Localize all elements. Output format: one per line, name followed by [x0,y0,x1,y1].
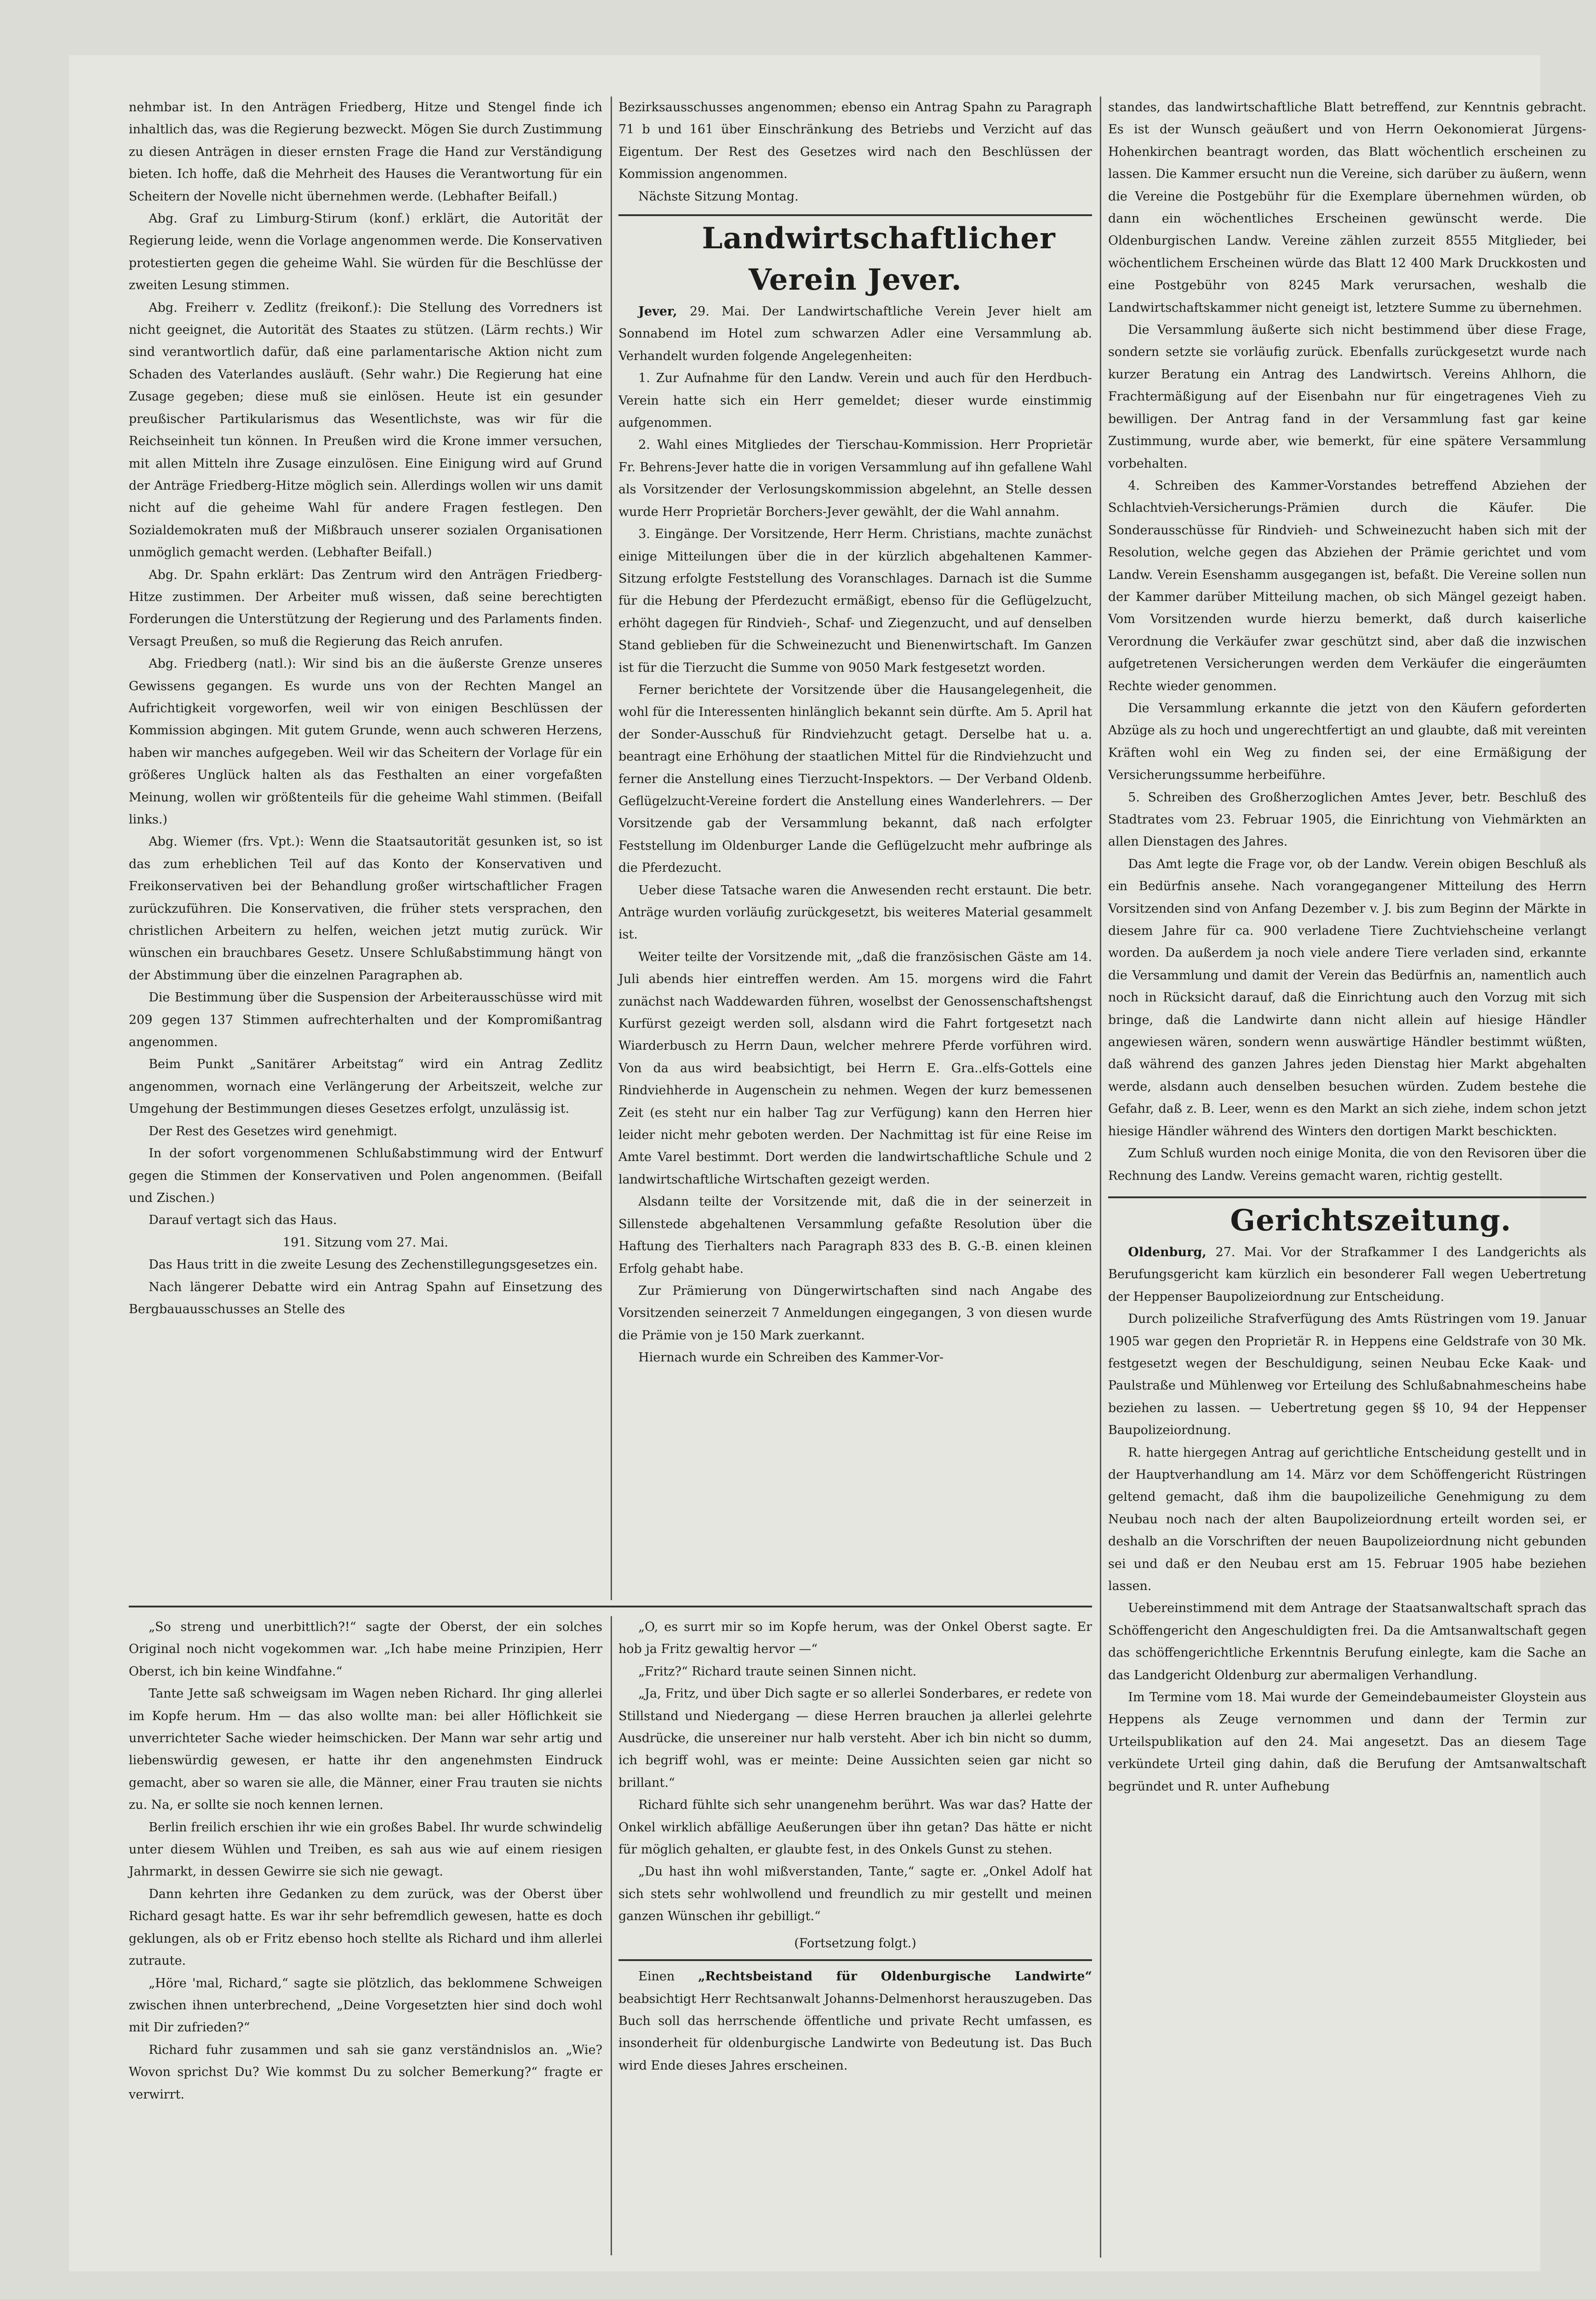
paragraph: Tante Jette saß schweigsam im Wagen neben Richard. Ihr ging allerlei im Kopfe herum. Hm — das also wollte man: bei aller Höflichkeit sie unverrichteter Sache wieder heimschicken. Der Mann war sehr artig und liebenswürdig gewesen, er hatte ihr den angenehmsten Eindruck gemacht, aber so waren sie alle, die Männer, einer Frau trauten sie nichts zu. Na, er sollte sie noch kennen lernen. [129,1687,602,1813]
parliament-report-continued [618,97,1092,208]
feuilleton-story [618,1616,1092,1928]
parliament-report-end [129,1254,602,1321]
notice-title: „Rechtsbeistand für Oldenburgische Landwirte“ [698,1969,1092,1984]
verein-headline: Landwirtschaftlicher Verein Jever. [702,221,1056,297]
feuilleton-column-rule [611,1616,612,2255]
paragraph: Ueber diese Tatsache waren die Anwesenden recht erstaunt. Die betr. Anträge wurden vorläufig zurückgesetzt, bis weiteres Material gesammelt ist. [618,883,1092,942]
paragraph: Abg. Friedberg (natl.): Wir sind bis an die äußerste Grenze unseres Gewissens gegangen. Es wurde uns von der Rechten Mangel an Aufrichtigkeit vorgeworfen, weil wir von einigen Beschlüssen der Kommission abgingen. Mit gutem Grunde, wenn auch schweren Herzens, haben wir manches aufgegeben. Weil wir das Scheitern der Vorlage für ein größeres Unglück halten als das Festhalten an einer vorgefaßten Meinung, wollen wir größtenteils für die geheime Wahl stimmen. (Beifall links.) [129,657,602,827]
paragraph: Der Rest des Gesetzes wird genehmigt. [149,1124,397,1138]
paragraph: 2. Wahl eines Mitgliedes der Tierschau-Kommission. Herr Proprietär Fr. Behrens-Jever hatte die in vorigen Versammlung auf ihn gefallene Wahl als Vorsitzender der Verlosungskommission abgelehnt, an Stelle dessen wurde Herr Proprietär Borchers-Jever gewählt, der die Wahl annahm. [618,438,1092,519]
paragraph: „Fritz?“ Richard traute seinen Sinnen nicht. [638,1664,917,1679]
paragraph: Beim Punkt „Sanitärer Arbeitstag“ wird ein Antrag Zedlitz angenommen, wornach eine Verlängerung der Arbeitszeit, welche zur Umgehung der Bestimmungen dieses Gesetzes erfolgt, unzulässig ist. [129,1057,602,1116]
feuilleton-middle-column [618,1616,1092,2077]
right-column [1108,97,1586,1798]
paragraph: Bezirksausschusses angenommen; ebenso ein Antrag Spahn zu Paragraph 71 b und 161 über Einschränkung des Betriebs und Verzicht auf das Eigentum. Der Rest des Gesetzes wird nach den Beschlüssen der Kommission angenommen. [618,100,1092,182]
paragraph: 4. Schreiben des Kammer-Vorstandes betreffend Abziehen der Schlachtvieh-Versicherungs-Prämien durch die Käufer. Die Sonderausschüsse für Rindvieh- und Schweinezucht haben sich mit der Resolution, welche gegen das Abziehen der Prämie gerichtet und vom Landw. Verein Esenshamm ausgegangen ist, befaßt. Die Vereine sollen nun der Kammer darüber Mitteilung machen, ob sich Mängel gezeigt haben. Vom Vorsitzenden wurde hierzu bemerkt, daß durch kaiserliche Verordnung die Verkäufer zwar geschützt sind, aber daß die inzwischen aufgetretenen Versicherungen werden dem Verkäufer die eingeräumten Rechte wieder genommen. [1108,478,1586,693]
paragraph: Abg. Freiherr v. Zedlitz (freikonf.): Die Stellung des Vorredners ist nicht geeignet, die Autorität des Staates zu stützen. (Lärm rechts.) Wir sind verantwortlich dafür, daß eine parlamentarische Aktion nicht zum Schaden des Vaterlandes ausläuft. (Sehr wahr.) Die Regierung hat eine Zusage gegeben; diese muß sie einlösen. Heute ist ein gesunder preußischer Partikularismus das Wesentlichste, was wir für die Reichseinheit tun können. In Preußen wird die Krone immer versuchen, mit allen Mitteln ihre Zusage einzulösen. Eine Einigung wird auf Grund der Anträge Friedberg-Hitze möglich sein. Allerdings wollen wir uns damit nicht auf die geheime Wahl für andere Fragen festlegen. Den Sozialdemokraten muß der Mißbrauch unserer sozialen Organisationen unmöglich gemacht werden. (Lebhafter Beifall.) [129,300,602,560]
paragraph: Im Termine vom 18. Mai wurde der Gemeindebaumeister Gloystein aus Heppens als Zeuge vernommen und dann der Termin zur Urteilspublikation auf den 24. Mai angesetzt. Das an diesem Tage verkündete Urteil ging dahin, daß die Berufung der Amtsanwaltschaft begründet und R. unter Aufhebung [1108,1690,1586,1794]
notice-text: beabsichtigt Herr Rechtsanwalt Johanns-Delmenhorst herauszugeben. Das Buch soll das herrschende öffentliche und private Recht umfassen, es insonderheit für oldenburgische Landwirte von Bedeutung ist. Das Buch wird Ende dieses Jahres erscheinen. [618,1991,1092,2073]
continued-note: (Fortsetzung folgt.) [794,1936,916,1950]
notice-intro: Einen [638,1969,675,1984]
paragraph [1108,1241,1586,1308]
dateline-place: Jever, [638,304,690,319]
paragraph: 1. Zur Aufnahme für den Landw. Verein und auch für den Herdbuch-Verein hatte sich ein Herr gemeldet; dieser wurde einstimmig aufgenommen. [618,371,1092,430]
paragraph: „So streng und unerbittlich?!“ sagte der Oberst, der ein solches Original noch nicht vogekommen war. „Ich habe meine Prinzipien, Herr Oberst, ich bin keine Windfahne.“ [129,1620,602,1679]
paragraph: 3. Eingänge. Der Vorsitzende, Herr Herm. Christians, machte zunächst einige Mitteilungen über die in der kürzlich abgehaltenen Kammer-Sitzung erfolgte Feststellung des Voranschlages. Darnach ist die Summe für die Hebung der Pferdezucht ermäßigt, ebenso für die Geflügelzucht, erhöht dagegen für Rindvieh-, Schaf- und Ziegenzucht, und auf denselben Stand geblieben für die Schweinezucht und Bienenwirtschaft. Im Ganzen ist für die Tierzucht die Summe von 9050 Mark festgesetzt worden. [618,527,1092,675]
paragraph: Berlin freilich erschien ihr wie ein großes Babel. Ihr wurde schwindelig unter diesem Wühlen und Treiben, es sah aus wie auf einem riesigen Jahrmarkt, in dessen Gewirre sie sich nie gewagt. [129,1820,602,1879]
section-rule [618,1959,1092,1961]
dateline-text: 27. Mai. Vor der Strafkammer I des Landgerichts als Berufungsgericht kam kürzlich ein besonderer Fall wegen Uebertretung der Heppenser Baupolizeiordnung zur Entscheidung. [1108,1245,1586,1304]
paragraph: In der sofort vorgenommenen Schlußabstimmung wird der Entwurf gegen die Stimmen der Konservativen und Polen angenommen. (Beifall und Zischen.) [129,1146,602,1205]
paragraph: Dann kehrten ihre Gedanken zu dem zurück, was der Oberst über Richard gesagt hatte. Es war ihr sehr befremdlich gewesen, hatte es doch geklungen, als ob er Fritz ebenso hoch stellte als Richard und ihm allerlei zutraute. [129,1887,602,1968]
paragraph: 5. Schreiben des Großherzoglichen Amtes Jever, betr. Beschluß des Stadtrates vom 23. Februar 1905, die Einrichtung von Viehmärkten an allen Dienstagen des Jahres. [1108,790,1586,849]
paragraph: Abg. Wiemer (frs. Vpt.): Wenn die Staatsautorität gesunken ist, so ist das zum erheblichen Teil auf das Konto der Konservativen und Freikonservativen bei der Behandlung großer wirtschaftlicher Fragen zurückzuführen. Die Konservativen, die früher stets versprachen, den christlichen Arbeitern zu helfen, weichen jetzt mutig zurück. Wir wünschen ein brauchbares Gesetz. Unsere Schlußabstimmung hängt von der Abstimmung über die einzelnen Paragraphen ab. [129,835,602,983]
section-rule [618,214,1092,216]
paragraph: Durch polizeiliche Strafverfügung des Amts Rüstringen vom 19. Januar 1905 war gegen den Proprietär R. in Heppens eine Geldstrafe von 30 Mk. festgesetzt wegen der Beschuldigung, seinen Neubau Ecke Kaak- und Paulstraße und Mühlenweg vor Erteilung des Schlußabnahmescheins habe beziehen zu lassen. — Uebertretung gegen §§ 10, 94 der Heppenser Baupolizeiordnung. [1108,1312,1586,1438]
verein-article [618,301,1092,1369]
paragraph: Abg. Dr. Spahn erklärt: Das Zentrum wird den Anträgen Friedberg-Hitze zustimmen. Der Arbeiter muß wissen, daß seine berechtigten Forderungen die Unterstützung der Regierung und des Parlaments finden. Versagt Preußen, so muß die Regierung das Reich anrufen. [129,567,602,649]
court-article [1108,1241,1586,1798]
paragraph: nehmbar ist. In den Anträgen Friedberg, Hitze und Stengel finde ich inhaltlich das, was die Regierung bezweckt. Mögen Sie durch Zustimmung zu diesen Anträgen in dieser ernsten Frage die Hand zur Verständigung bieten. Ich hoffe, daß die Mehrheit des Hauses die Verantwortung für ein Scheitern der Novelle nicht übernehmen werde. (Lebhafter Beifall.) [129,100,602,204]
paragraph: „Höre 'mal, Richard,“ sagte sie plötzlich, das beklommene Schweigen zwischen ihnen unterbrechend, „Deine Vorgesetzten hier sind doch wohl mit Dir zufrieden?“ [129,1976,602,2035]
newspaper-page [69,55,1586,2271]
paragraph: Richard fuhr zusammen und sah sie ganz verständnislos an. „Wie? Wovon sprichst Du? Wie kommst Du zu solcher Bemerkung?“ fragte er verwirrt. [129,2042,602,2102]
paragraph: „Du hast ihn wohl mißverstanden, Tante,“ sagte er. „Onkel Adolf hat sich stets sehr wohlwollend und freundlich zu mir gestellt und meinen ganzen Wünschen ihr gebilligt.“ [618,1864,1092,1924]
paragraph: Zur Prämierung von Düngerwirtschaften sind nach Angabe des Vorsitzenden seinerzeit 7 Anmeldungen eingegangen, 3 von diesen wurde die Prämie von je 150 Mark zuerkannt. [618,1283,1092,1343]
paragraph: R. hatte hiergegen Antrag auf gerichtliche Entscheidung gestellt und in der Hauptverhandlung am 14. März vor dem Schöffengericht Rüstringen geltend gemacht, daß ihm die baupolizeiliche Genehmigung zu dem Neubau noch nach der alten Baupolizeiordnung erteilt worden sei, er deshalb an die Vorschriften der neuen Baupolizeiordnung nicht gebunden sei und daß er den Neubau erst am 15. Februar 1905 habe beziehen lassen. [1108,1445,1586,1593]
paragraph: Abg. Graf zu Limburg-Stirum (konf.) erklärt, die Autorität der Regierung leide, wenn die Vorlage angenommen werde. Die Konservativen protestierten gegen die geheime Wahl. Sie würden für die Beschlüsse der zweiten Lesung stimmen. [129,212,602,293]
verein-article-continued [1108,97,1586,1187]
paragraph: Ferner berichtete der Vorsitzende über die Hausangelegenheit, die wohl für die Interessenten hinlänglich bekannt sein dürfte. Am 5. April hat der Sonder-Ausschuß für Rindviehzucht getagt. Derselbe hat u. a. beantragt eine Erhöhung der staatlichen Mittel für die Rindviehzucht und ferner die Anstellung eines Tierzucht-Inspektors. — Der Verband Oldenb. Geflügelzucht-Vereine fordert die Anstellung eines Wanderlehrers. — Der Vorsitzende gab der Versammlung bekannt, daß nach erfolgter Feststellung im Oldenburger Lande die Geflügelzucht mehr aufbringe als die Pferdezucht. [618,682,1092,875]
column-rule-left [611,97,612,1600]
paragraph: „Ja, Fritz, und über Dich sagte er so allerlei Sonderbares, er redete von Stillstand und Niedergang — diese Herren brauchen ja allerlei gelehrte Ausdrücke, die unsereiner nur halb versteht. Aber ich bin nicht so dumm, ich begriff wohl, was er meinte: Deine Aussichten seien gar nicht so brillant.“ [618,1687,1092,1790]
rechtsbeistand-notice [618,1966,1092,2077]
feuilleton-left-column [129,1616,602,2106]
paragraph: Alsdann teilte der Vorsitzende mit, daß die in der seinerzeit in Sillenstede abgehaltenen Versammlung gefaßte Resolution über die Haftung des Tierhalters nach Paragraph 833 des B. G.-B. einen kleinen Erfolg gehabt habe. [618,1195,1092,1276]
middle-column [618,97,1092,1369]
paragraph: standes, das landwirtschaftliche Blatt betreffend, zur Kenntnis gebracht. Es ist der Wunsch geäußert und von Herrn Oekonomierat Jürgens-Hohenkirchen beantragt worden, das Blatt wöchentlich erscheinen zu lassen. Die Kammer ersucht nun die Vereine, sich darüber zu äußern, wenn die Vereine die Postgebühr für die Exemplare übernehmen würden, ob dann ein wöchentliches Erscheinen gewünscht werde. Die Oldenburgischen Landw. Vereine zählen zurzeit 8555 Mitglieder, bei wöchentlichem Erscheinen würde das Blatt 12 400 Mark Druckkosten und eine Postgebühr von 8245 Mark verursachen, weshalb die Landwirtschaftskammer nicht geneigt ist, letztere Summe zu übernehmen. [1108,100,1586,315]
paragraph: Die Versammlung äußerte sich nicht bestimmend über diese Frage, sondern setzte sie vorläufig zurück. Ebenfalls zurückgesetzt wurde nach kurzer Beratung ein Antrag des Landwirtsch. Vereins Ahlhorn, die Frachtermäßigung auf der Eisenbahn nur für eingetragenes Vieh zu bewilligen. Der Antrag fand in der Versammlung fast gar keine Zustimmung, wurde aber, wie bemerkt, für eine spätere Versammlung vorbehalten. [1108,323,1586,471]
gericht-headline: Gerichtszeitung. [1230,1203,1511,1238]
paragraph: Weiter teilte der Vorsitzende mit, „daß die französischen Gäste am 14. Juli abends hier eintreffen werden. Am 15. morgens wird die Fahrt zunächst nach Waddewarden führen, woselbst der Genossenschaftshengst Kurfürst gezeigt werden soll, alsdann wird die Fahrt fortgesetzt nach Wiarderbusch zu Herrn Daun, welcher mehrere Pferde vorführen wird. Von da aus wird beabsichtigt, bei Herrn E. Gra..elfs-Gottels eine Rindviehherde in Augenschein zu nehmen. Wegen der kurz bemessenen Zeit (es steht nur ein halber Tag zur Verfügung) kann den Herren hier leider nicht mehr geboten werden. Der Nachmittag ist für eine Reise im Amte Varel bestimmt. Dort werden die landwirtschaftliche Schule und 2 landwirtschaftliche Wirtschaften gezeigt werden. [618,949,1092,1187]
paragraph: Zum Schluß wurden noch einige Monita, die von den Revisoren über die Rechnung des Landw. Vereins gemacht waren, richtig gestellt. [1108,1146,1586,1183]
paragraph [618,301,1092,367]
session-heading: 191. Sitzung vom 27. Mai. [283,1235,448,1250]
section-rule [1108,1196,1586,1198]
paragraph: Uebereinstimmend mit dem Antrage der Staatsanwaltschaft sprach das Schöffengericht den Angeschuldigten frei. Da die Amtsanwaltschaft gegen das schöffengerichtliche Erkenntnis Berufung einlegte, kam die Sache an das Landgericht Oldenburg zur abermaligen Verhandlung. [1108,1601,1586,1682]
parliament-report [129,97,602,1232]
paragraph: Nach längerer Debatte wird ein Antrag Spahn auf Einsetzung des Bergbauausschusses an Stelle des [129,1280,602,1316]
left-column [129,97,602,1321]
paragraph: Nächste Sitzung Montag. [638,189,799,204]
dateline-place: Oldenburg, [1128,1245,1216,1259]
paragraph: Das Amt legte die Frage vor, ob der Landw. Verein obigen Beschluß als ein Bedürfnis ansehe. Nach vorangegangener Mitteilung des Herrn Vorsitzenden sind von Anfang Dezember v. J. bis zum Beginn der Märkte in diesem Jahre für ca. 900 verladene Tiere Zuchtviehscheine verlangt worden. Da außerdem ja noch viele andere Tiere verladen sind, erkannte die Versammlung und damit der Verein das Bedürfnis an, namentlich auch noch in Rücksicht darauf, daß die Einrichtung auch den Vorzug mit sich bringe, daß die Landwirte dann nicht allein auf hiesige Händler angewiesen wären, sondern wenn auswärtige Händler bestimmt wüßten, daß während des ganzen Jahres jeden Dienstag hier Markt abgehalten werde, alsdann auch denselben besuchen würden. Zudem bestehe die Gefahr, daß z. B. Leer, wenn es den Markt an sich ziehe, indem schon jetzt hiesige Händler während des Winters den dortigen Markt beschickten. [1108,857,1586,1138]
paragraph: Die Bestimmung über die Suspension der Arbeiterausschüsse wird mit 209 gegen 137 Stimmen aufrechterhalten und der Kompromißantrag angenommen. [129,990,602,1050]
paragraph: Richard fühlte sich sehr unangenehm berührt. Was war das? Hatte der Onkel wirklich abfällige Aeußerungen über ihn getan? Das hätte er nicht für möglich gehalten, er glaubte fest, in des Onkels Gunst zu stehen. [618,1798,1092,1857]
feuilleton-rule [129,1606,1092,1607]
paragraph: Darauf vertagt sich das Haus. [149,1213,337,1228]
paragraph: „O, es surrt mir so im Kopfe herum, was der Onkel Oberst sagte. Er hob ja Fritz gewaltig hervor —“ [618,1620,1092,1657]
paragraph: Das Haus tritt in die zweite Lesung des Zechenstillegungsgesetzes ein. [149,1258,598,1272]
column-rule-right [1100,97,1101,2258]
paragraph: Die Versammlung erkannte die jetzt von den Käufern geforderten Abzüge als zu hoch und ungerechtfertigt an und glaubte, daß mit vereinten Kräften wohl ein Weg zu finden sei, der eine Ermäßigung der Versicherungssumme herbeiführe. [1108,701,1586,783]
paragraph: Hiernach wurde ein Schreiben des Kammer-Vor- [638,1350,944,1365]
dateline-text: 29. Mai. Der Landwirtschaftliche Verein Jever hielt am Sonnabend im Hotel zum schwarzen Adler eine Versammlung ab. Verhandelt wurden folgende Angelegenheiten: [618,304,1092,363]
